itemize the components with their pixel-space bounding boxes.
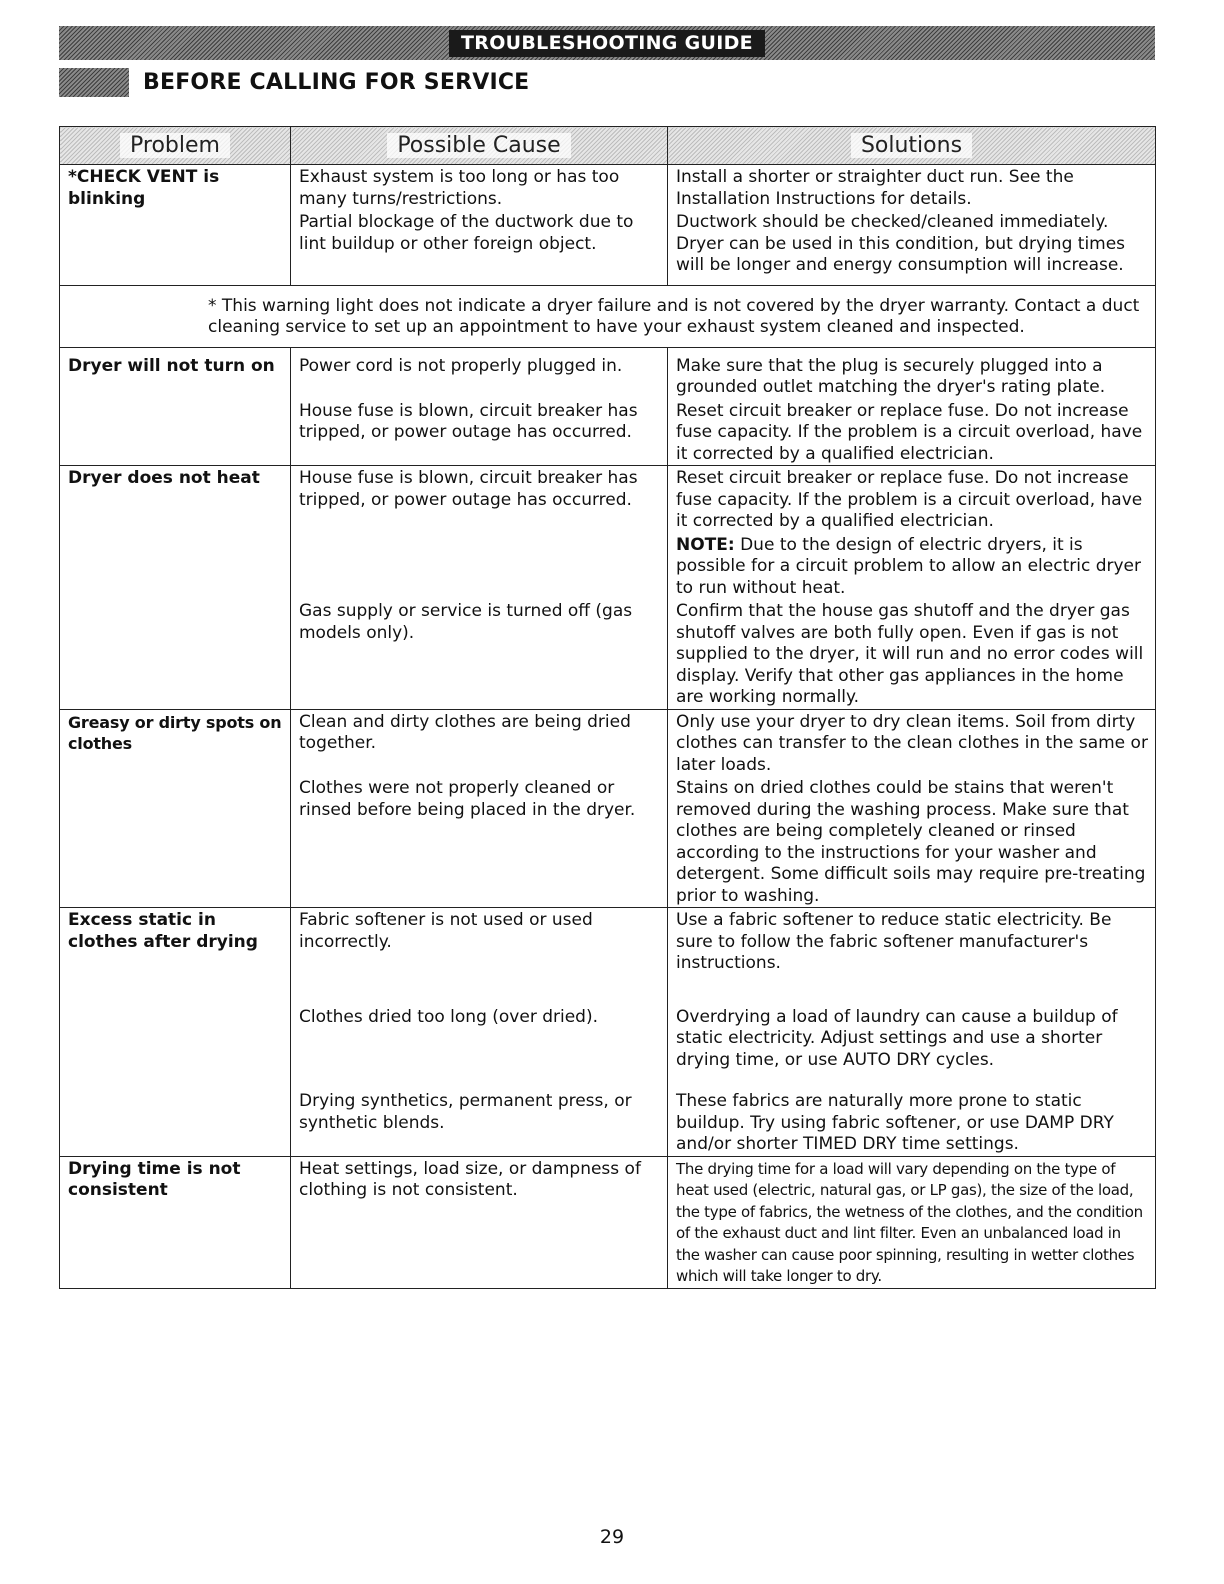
table-row	[60, 285, 1156, 347]
cause-cell: Heat settings, load size, or dampness of clothing is not consistent.	[291, 1156, 668, 1288]
cause-cell: Clean and dirty clothes are being dried together.	[291, 709, 668, 776]
solution-cell: The drying time for a load will vary depending on the type of heat used (electric, natural gas, or LP gas), the size of the load, the type of fabrics, the wetness of the clothes, and the condition of the exhaust duct and lint filter. Even an unbalanced load in the washer can cause poor spinning, resulting in wetter clothes which will take longer to dry.	[668, 1156, 1156, 1288]
solution-cell: Stains on dried clothes could be stains that weren't removed during the washing process. Make sure that clothes are being completely cleaned or rinsed according to the instructions for your washer and detergent. Some difficult soils may require pre-treating prior to washing.	[668, 776, 1156, 908]
table-row	[60, 165, 1156, 211]
section-marker	[59, 68, 129, 97]
solution-cell: Overdrying a load of laundry can cause a buildup of static electricity. Adjust settings and use a shorter drying time, or use AUTO DRY cycles.	[668, 975, 1156, 1072]
cause-cell: Drying synthetics, permanent press, or synthetic blends.	[291, 1071, 668, 1156]
cause-cell: Partial blockage of the ductwork due to lint buildup or other foreign object.	[291, 210, 668, 285]
problem-does-not-heat: Dryer does not heat	[60, 466, 291, 710]
table-row	[60, 908, 1156, 975]
solution-cell: Only use your dryer to dry clean items. Soil from dirty clothes can transfer to the clean clothes in the same or later loads.	[668, 709, 1156, 776]
troubleshooting-table	[59, 126, 1156, 1289]
cause-cell: Fabric softener is not used or used incorrectly.	[291, 908, 668, 975]
problem-greasy-spots: Greasy or dirty spots on clothes	[60, 709, 291, 908]
cause-cell: House fuse is blown, circuit breaker has tripped, or power outage has occurred.	[291, 399, 668, 466]
problem-will-not-turn-on: Dryer will not turn on	[60, 347, 291, 466]
section-heading	[59, 68, 529, 97]
solution-cell: Install a shorter or straighter duct run. See the Installation Instructions for details.	[668, 165, 1156, 211]
warning-note: * This warning light does not indicate a dryer failure and is not covered by the dryer warranty. Contact a duct cleaning service to set up an appointment to have your exhaust system cleaned and inspected.	[60, 285, 1156, 347]
column-header-problem: Problem	[60, 127, 291, 165]
table-row	[60, 709, 1156, 776]
solution-cell: Use a fabric softener to reduce static electricity. Be sure to follow the fabric softener manufacturer's instructions.	[668, 908, 1156, 975]
note-text: Due to the design of electric dryers, it is possible for a circuit problem to allow an electric dryer to run without heat.	[676, 534, 1141, 598]
note-label: NOTE:	[676, 534, 735, 555]
solution-cell: Reset circuit breaker or replace fuse. Do not increase fuse capacity. If the problem is a circuit overload, have it corrected by a qualified electrician.	[668, 399, 1156, 466]
solution-cell: Ductwork should be checked/cleaned immediately. Dryer can be used in this condition, but drying times will be longer and energy consumption will increase.	[668, 210, 1156, 285]
table-row	[60, 347, 1156, 399]
page-number: 29	[599, 1526, 625, 1548]
problem-excess-static: Excess static in clothes after drying	[60, 908, 291, 1157]
guide-banner	[59, 26, 1155, 60]
solution-cell: These fabrics are naturally more prone to static buildup. Try using fabric softener, or use DAMP DRY and/or shorter TIMED DRY time settings.	[668, 1071, 1156, 1156]
column-header-solutions: Solutions	[668, 127, 1156, 165]
table-row	[60, 1156, 1156, 1288]
guide-title: TROUBLESHOOTING GUIDE	[449, 30, 765, 57]
solution-cell: Confirm that the house gas shutoff and the dryer gas shutoff valves are both fully open. Even if gas is not supplied to the dryer, it will run and no error codes will display. Verify that other gas appliances in the home are working normally.	[668, 599, 1156, 709]
table-header-row	[60, 127, 1156, 165]
solution-cell: Reset circuit breaker or replace fuse. Do not increase fuse capacity. If the problem is a circuit overload, have it corrected by a qualified electrician.	[668, 466, 1156, 533]
cause-cell: Exhaust system is too long or has too many turns/restrictions.	[291, 165, 668, 211]
cause-cell: Gas supply or service is turned off (gas models only).	[291, 599, 668, 709]
cause-cell: Clothes were not properly cleaned or rinsed before being placed in the dryer.	[291, 776, 668, 908]
column-header-cause: Possible Cause	[291, 127, 668, 165]
table-row	[60, 466, 1156, 533]
problem-check-vent: *CHECK VENT is blinking	[60, 165, 291, 286]
cause-cell: House fuse is blown, circuit breaker has tripped, or power outage has occurred.	[291, 466, 668, 600]
solution-note-cell	[668, 533, 1156, 600]
section-title: BEFORE CALLING FOR SERVICE	[143, 70, 530, 95]
problem-drying-time: Drying time is not consistent	[60, 1156, 291, 1288]
solution-cell: Make sure that the plug is securely plugged into a grounded outlet matching the dryer's rating plate.	[668, 347, 1156, 399]
cause-cell: Power cord is not properly plugged in.	[291, 347, 668, 399]
cause-cell: Clothes dried too long (over dried).	[291, 975, 668, 1072]
